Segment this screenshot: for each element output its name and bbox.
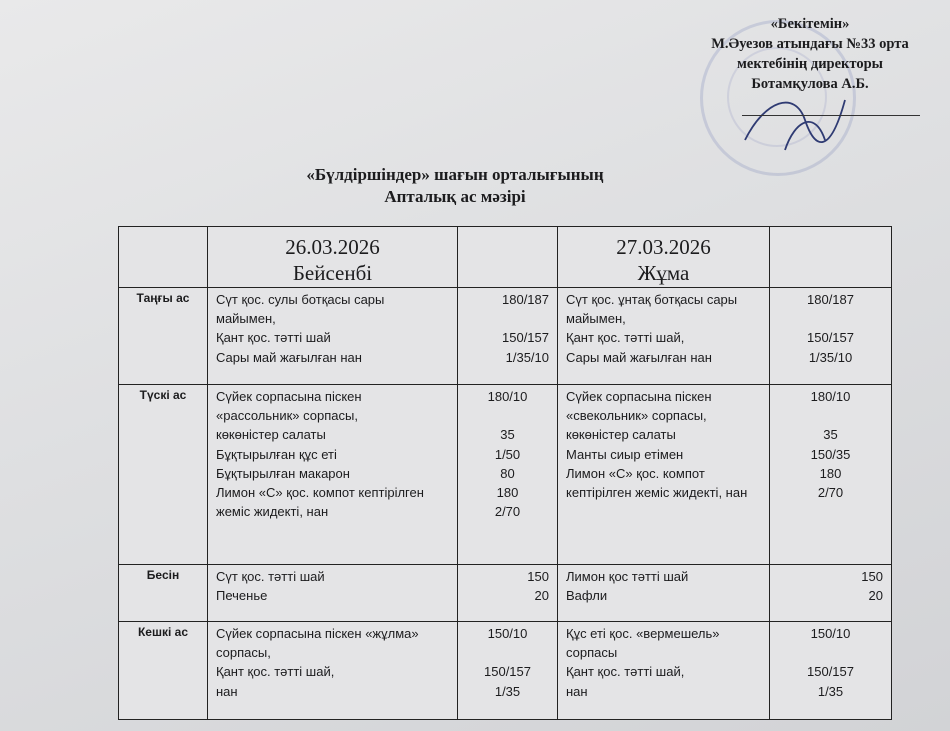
day2-date: 27.03.2026 — [616, 235, 711, 259]
dish: нан — [566, 683, 588, 699]
dish: Сүйек сорпасына піскен «жұлма» — [216, 626, 419, 641]
amount: 150/10 — [810, 626, 851, 641]
dish: Печенье — [216, 588, 268, 604]
dish: көкөністер салаты — [566, 427, 676, 443]
dish: Сары май жағылған нан — [566, 349, 712, 365]
approval-heading: «Бекітемін» — [770, 16, 850, 32]
dish: Бұқтырылған макарон — [216, 465, 350, 481]
day2-amounts — [769, 621, 891, 719]
dish: жеміс жидекті, нан — [216, 504, 329, 520]
dish: Сүт қос. тәтті шай — [216, 569, 325, 584]
amount: 2/70 — [817, 484, 844, 500]
amount: 35 — [823, 427, 838, 443]
meal-name: Таңғы ас — [136, 291, 190, 305]
dish: кептірілген жеміс жидекті, нан — [566, 484, 748, 500]
dish: Сүт қос. сулы ботқасы сары — [216, 292, 385, 307]
amount — [770, 309, 891, 328]
day2-dishes — [557, 384, 769, 564]
approval-school: М.Әуезов атындағы №33 орта — [711, 36, 909, 52]
title-line-1: «Бүлдіршіндер» шағын орталығының — [306, 165, 604, 184]
signature-line — [742, 115, 920, 116]
day1-dishes — [207, 287, 457, 384]
amount — [770, 406, 891, 425]
dish: «рассольник» сорпасы, — [216, 408, 358, 424]
dish: Сары май жағылған нан — [216, 349, 362, 365]
dish: сорпасы — [566, 645, 618, 661]
day1-amounts — [457, 621, 557, 719]
day2-weekday: Жұма — [637, 261, 690, 285]
amount: 35 — [500, 427, 515, 443]
header-meal-cell — [119, 227, 207, 287]
amount: 150/10 — [487, 626, 528, 641]
day1-amounts — [457, 564, 557, 621]
amount: 1/35 — [817, 683, 844, 699]
dish: көкөністер салаты — [216, 427, 326, 443]
day1-amount-header — [457, 227, 557, 287]
amount: 180/187 — [502, 292, 549, 307]
dish: Құс еті қос. «вермешель» — [566, 626, 720, 641]
amount: 180 — [819, 465, 842, 481]
day2-amounts — [769, 287, 891, 384]
dish: Қант қос. тәтті шай, — [566, 330, 685, 346]
dish: Сүт қос. ұнтақ ботқасы сары — [566, 292, 738, 307]
dish: Сүйек сорпасына піскен — [566, 389, 712, 404]
amount: 180/187 — [807, 292, 854, 307]
amount: 2/70 — [494, 504, 521, 520]
amount: 1/35/10 — [505, 349, 549, 365]
meal-name: Түскі ас — [139, 388, 187, 402]
amount: 80 — [500, 465, 515, 481]
day2-dishes — [557, 287, 769, 384]
meal-row-snack — [119, 564, 891, 622]
menu-table — [118, 226, 892, 720]
meal-row-breakfast — [119, 287, 891, 385]
amount: 150 — [527, 569, 549, 584]
amount: 20 — [534, 588, 549, 604]
dish: Қант қос. тәтті шай — [216, 330, 331, 346]
approval-position: мектебінің директоры — [737, 56, 883, 72]
dish: Қант қос. тәтті шай, — [566, 664, 685, 680]
dish: Қант қос. тәтті шай, — [216, 664, 335, 680]
document-title — [180, 164, 730, 208]
amount: 180/10 — [810, 389, 851, 404]
meal-name: Кешкі ас — [137, 625, 189, 639]
amount: 150/157 — [484, 664, 531, 680]
dish: майымен, — [216, 311, 276, 327]
dish: нан — [216, 683, 238, 699]
amount: 150/157 — [502, 330, 549, 346]
amount: 150/157 — [807, 664, 854, 680]
day1-dishes — [207, 564, 457, 621]
day1-date: 26.03.2026 — [285, 235, 380, 259]
dish: Бұқтырылған құс еті — [216, 446, 337, 462]
amount — [458, 309, 549, 328]
amount: 1/35 — [494, 683, 521, 699]
day2-dishes — [557, 564, 769, 621]
day2-amounts — [769, 384, 891, 564]
amount: 1/35/10 — [808, 349, 853, 365]
approval-block — [690, 14, 930, 94]
day2-amount-header — [769, 227, 891, 287]
table-header-row — [119, 227, 891, 288]
day1-amounts — [457, 287, 557, 384]
title-line-2: Апталық ас мәзірі — [384, 187, 526, 206]
dish: майымен, — [566, 311, 626, 327]
day1-dishes — [207, 384, 457, 564]
day2-amounts — [769, 564, 891, 621]
dish: Сүйек сорпасына піскен — [216, 389, 362, 404]
day1-amounts — [457, 384, 557, 564]
amount: 20 — [868, 588, 883, 604]
dish: Лимон қос тәтті шай — [566, 569, 689, 584]
meal-row-lunch — [119, 384, 891, 565]
dish: Манты сиыр етімен — [566, 446, 684, 462]
day2-dishes — [557, 621, 769, 719]
day1-header — [207, 227, 457, 287]
amount: 180 — [496, 484, 519, 500]
dish: сорпасы, — [216, 645, 271, 661]
amount — [770, 643, 891, 662]
day1-dishes — [207, 621, 457, 719]
amount — [458, 406, 557, 425]
amount: 150 — [861, 569, 883, 584]
meal-row-dinner — [119, 621, 891, 719]
amount: 180/10 — [487, 389, 528, 404]
dish: Вафли — [566, 588, 608, 604]
approval-director-name: Ботамқулова А.Б. — [751, 76, 869, 92]
amount: 150/35 — [810, 446, 851, 462]
amount: 150/157 — [807, 330, 854, 346]
meal-name: Бесін — [146, 568, 180, 582]
amount: 1/50 — [494, 446, 521, 462]
dish: «свекольник» сорпасы, — [566, 408, 707, 424]
dish: Лимон «С» қос. компот — [566, 465, 705, 481]
dish: Лимон «С» қос. компот кептірілген — [216, 484, 424, 500]
day2-header — [557, 227, 769, 287]
amount — [458, 643, 557, 662]
day1-weekday: Бейсенбі — [292, 261, 373, 285]
